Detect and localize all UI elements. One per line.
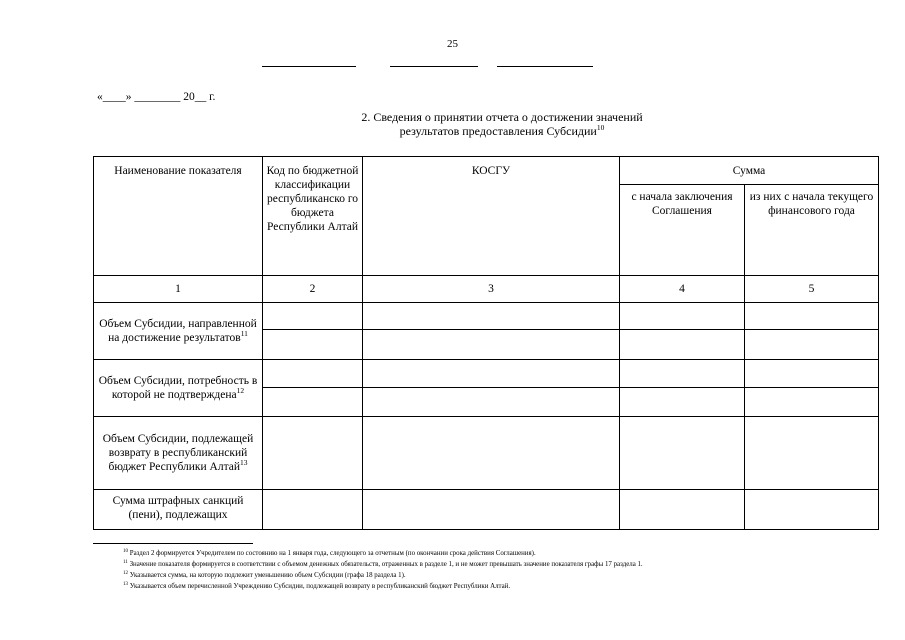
cell-sum-since-agreement[interactable] — [620, 360, 745, 388]
section-title-line2-text: результатов предоставления Субсидии — [399, 124, 597, 138]
footnote-number: 13 — [123, 582, 128, 587]
table-row — [94, 490, 879, 530]
cell-kosgu[interactable] — [363, 490, 620, 530]
footnote-number: 11 — [123, 560, 128, 565]
cell-kosgu[interactable] — [363, 303, 620, 330]
table-row — [94, 360, 879, 388]
page-number: 25 — [447, 38, 458, 50]
row-label — [94, 303, 263, 360]
column-number: 2 — [263, 276, 363, 303]
cell-sum-current-year[interactable] — [745, 388, 879, 417]
section-title — [292, 110, 712, 138]
header-sum-current-year: из них с начала текущего финансового года — [745, 185, 879, 276]
footnote-separator — [93, 543, 253, 544]
row-label — [94, 490, 263, 530]
row-label-text: Сумма штрафных санкций (пени), подлежащих — [112, 495, 244, 521]
cell-sum-current-year[interactable] — [745, 330, 879, 360]
header-row — [94, 157, 879, 185]
report-table — [93, 156, 879, 530]
cell-sum-since-agreement[interactable] — [620, 490, 745, 530]
date-line: «____» ________ 20__ г. — [97, 91, 216, 103]
header-sum: Сумма — [620, 157, 879, 185]
footnote — [123, 581, 643, 592]
footnote — [123, 548, 643, 559]
cell-kosgu[interactable] — [363, 388, 620, 417]
column-number: 5 — [745, 276, 879, 303]
footnote-text: Раздел 2 формируется Учредителем по состоянию на 1 января года, следующего за отчетным (по окончании срока действия Соглашения). — [129, 550, 536, 557]
cell-budget-code[interactable] — [263, 388, 363, 417]
cell-kosgu[interactable] — [363, 417, 620, 490]
footnote — [123, 570, 643, 581]
cell-sum-since-agreement[interactable] — [620, 303, 745, 330]
table-row — [94, 417, 879, 490]
header-sum-since-agreement: с начала заключения Соглашения — [620, 185, 745, 276]
cell-budget-code[interactable] — [263, 490, 363, 530]
section-title-line2 — [292, 124, 712, 138]
row-label-text: Объем Субсидии, потребность в которой не подтверждена — [98, 375, 258, 401]
cell-sum-since-agreement[interactable] — [620, 417, 745, 490]
cell-sum-since-agreement[interactable] — [620, 388, 745, 417]
footnotes — [123, 548, 643, 592]
signature-line-position — [262, 66, 356, 67]
cell-budget-code[interactable] — [263, 417, 363, 490]
row-label-text: Объем Субсидии, подлежащей возврату в республиканский бюджет Республики Алтай — [102, 433, 254, 473]
column-number: 3 — [363, 276, 620, 303]
cell-sum-current-year[interactable] — [745, 490, 879, 530]
footnote-text: Указывается сумма, на которую подлежит уменьшению объем Субсидии (графа 18 раздела 1). — [129, 572, 406, 579]
footnote-ref: 11 — [240, 329, 248, 338]
footnote-text: Значение показателя формируется в соответствии с объемом денежных обязательств, отраженных в разделе 1, и не может превышать значение показателя графы 17 раздела 1. — [129, 561, 643, 568]
section-title-line1: 2. Сведения о принятии отчета о достижении значений — [361, 110, 643, 124]
footnote-number: 12 — [123, 571, 128, 576]
cell-budget-code[interactable] — [263, 303, 363, 330]
cell-budget-code[interactable] — [263, 330, 363, 360]
cell-sum-current-year[interactable] — [745, 303, 879, 330]
header-indicator-name: Наименование показателя — [94, 157, 263, 276]
footnote-number: 10 — [123, 549, 128, 554]
signature-line-name — [497, 66, 593, 67]
cell-budget-code[interactable] — [263, 360, 363, 388]
cell-kosgu[interactable] — [363, 360, 620, 388]
cell-sum-current-year[interactable] — [745, 360, 879, 388]
row-label — [94, 360, 263, 417]
row-label-text: Объем Субсидии, направленной на достижение результатов — [99, 318, 257, 344]
cell-sum-current-year[interactable] — [745, 417, 879, 490]
footnote — [123, 559, 643, 570]
cell-kosgu[interactable] — [363, 330, 620, 360]
footnote-ref: 12 — [236, 386, 245, 395]
column-number-row — [94, 276, 879, 303]
row-label — [94, 417, 263, 490]
footnote-text: Указывается объем перечисленной Учреждению Субсидии, подлежащей возврату в республиканский бюджет Республики Алтай. — [129, 583, 511, 590]
table-row — [94, 303, 879, 330]
footnote-ref: 13 — [240, 458, 248, 467]
signature-line-signature — [390, 66, 478, 67]
column-number: 1 — [94, 276, 263, 303]
header-budget-code: Код по бюджетной классификации республиканско го бюджета Республики Алтай — [263, 157, 363, 276]
column-number: 4 — [620, 276, 745, 303]
footnote-ref: 10 — [596, 123, 605, 132]
header-kosgu: КОСГУ — [363, 157, 620, 276]
cell-sum-since-agreement[interactable] — [620, 330, 745, 360]
